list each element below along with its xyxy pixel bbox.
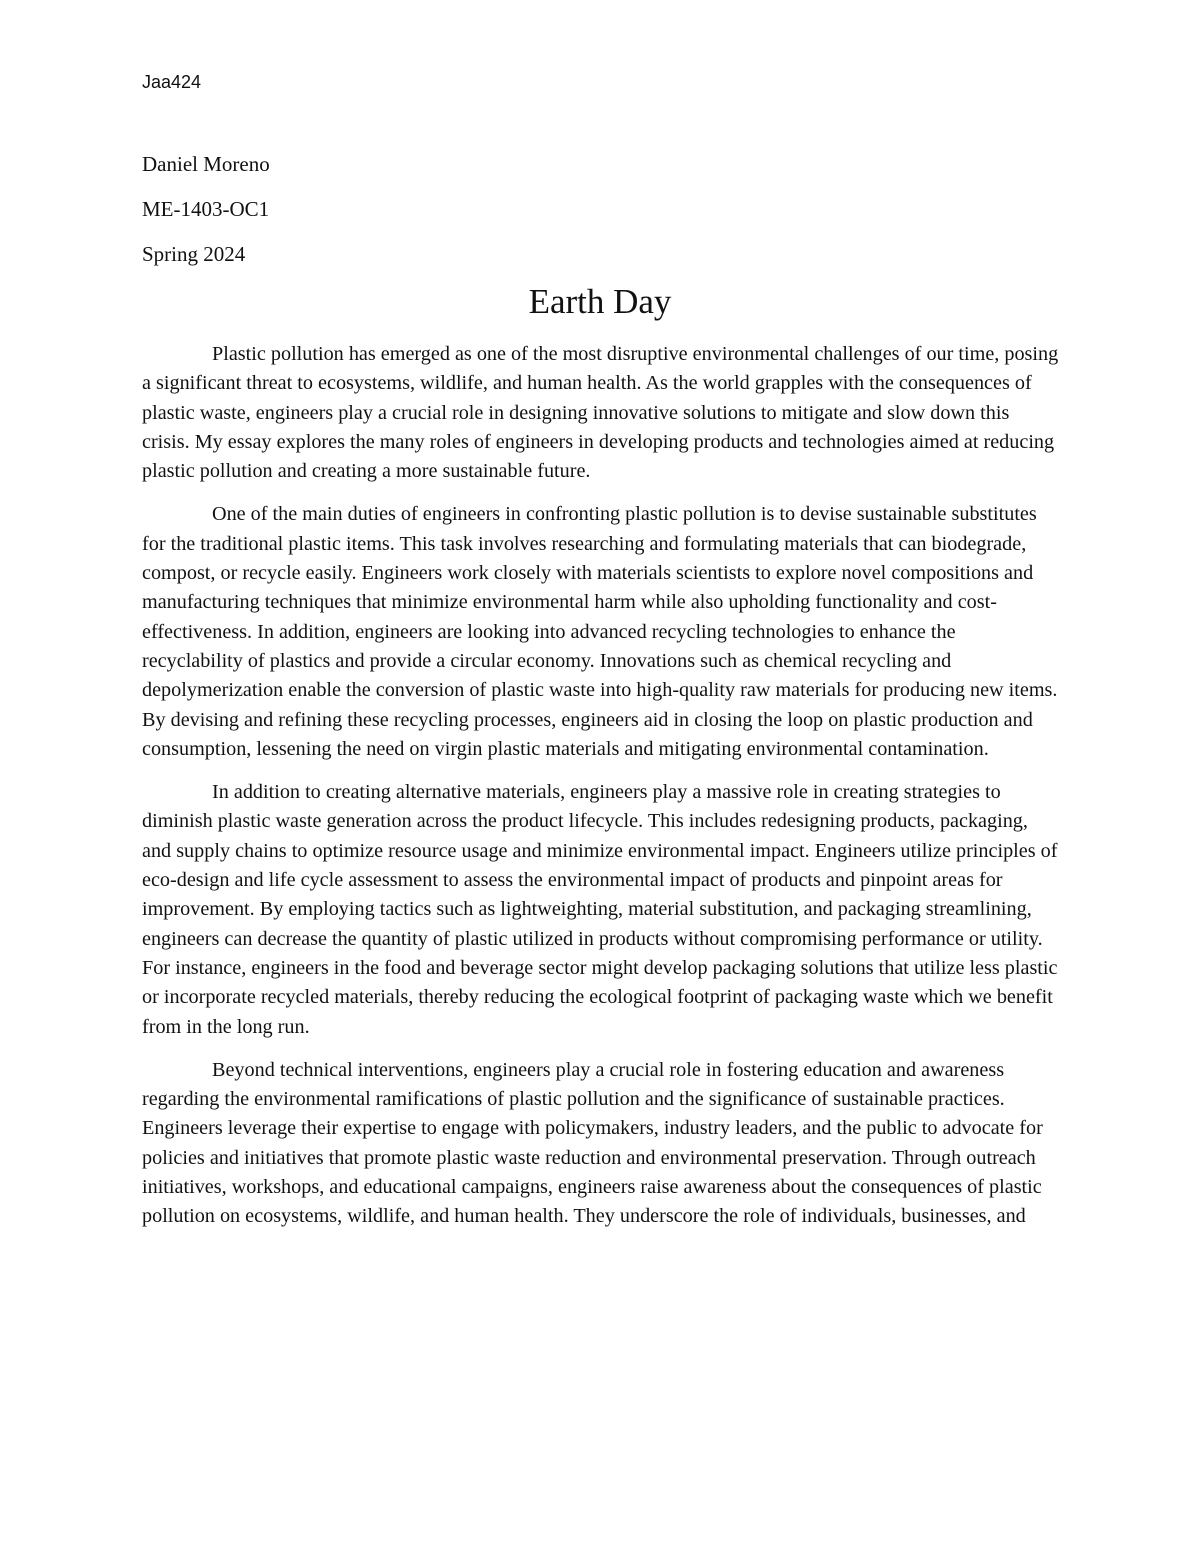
- paragraph: Plastic pollution has emerged as one of the most disruptive environmental challenges of our time, posing a significant threat to ecosystems, wildlife, and human health. As the world grapples with the consequences of plastic waste, engineers play a crucial role in designing innovative solutions to mitigate and slow down this crisis. My essay explores the many roles of engineers in developing products and technologies aimed at reducing plastic pollution and creating a more sustainable future.: [142, 343, 1059, 483]
- essay-body: [142, 340, 1060, 1246]
- term: Spring 2024: [142, 242, 246, 266]
- author-block: [142, 142, 270, 277]
- document-title: Earth Day: [528, 282, 672, 321]
- header-tag: Jaa424: [142, 72, 202, 92]
- course-code: ME-1403-OC1: [142, 197, 270, 221]
- author-name: Daniel Moreno: [142, 152, 270, 176]
- paragraph: In addition to creating alternative materials, engineers play a massive role in creating strategies to diminish plastic waste generation across the product lifecycle. This includes redesigning products, packaging, and supply chains to optimize resource usage and minimize environmental impact. Engineers utilize principles of eco-design and life cycle assessment to assess the environmental impact of products and pinpoint areas for improvement. By employing tactics such as lightweighting, material substitution, and packaging streamlining, engineers can decrease the quantity of plastic utilized in products without compromising performance or utility. For instance, engineers in the food and beverage sector might develop packaging solutions that utilize less plastic or incorporate recycled materials, thereby reducing the ecological footprint of packaging waste which we benefit from in the long run.: [142, 781, 1058, 1038]
- paragraph: One of the main duties of engineers in confronting plastic pollution is to devise sustainable substitutes for the traditional plastic items. This task involves researching and formulating materials that can biodegrade, compost, or recycle easily. Engineers work closely with materials scientists to explore novel compositions and manufacturing techniques that minimize environmental harm while also upholding functionality and cost-effectiveness. In addition, engineers are looking into advanced recycling technologies to enhance the recyclability of plastics and provide a circular economy. Innovations such as chemical recycling and depolymerization enable the conversion of plastic waste into high-quality raw materials for producing new items. By devising and refining these recycling processes, engineers aid in closing the loop on plastic production and consumption, lessening the need on virgin plastic materials and mitigating environmental contamination.: [142, 503, 1058, 760]
- paragraph: Beyond technical interventions, engineers play a crucial role in fostering education and awareness regarding the environmental ramifications of plastic pollution and the significance of sustainable practices. Engineers leverage their expertise to engage with policymakers, industry leaders, and the public to advocate for policies and initiatives that promote plastic waste reduction and environmental preservation. Through outreach initiatives, workshops, and educational campaigns, engineers raise awareness about the consequences of plastic pollution on ecosystems, wildlife, and human health. They underscore the role of individuals, businesses, and: [142, 1058, 1043, 1228]
